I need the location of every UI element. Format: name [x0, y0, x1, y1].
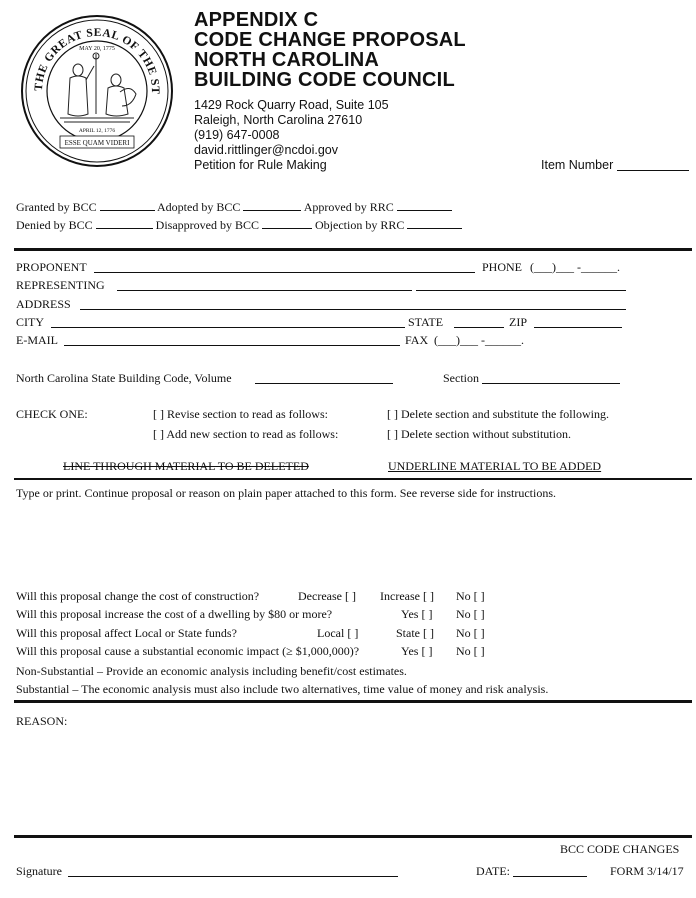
- disapproved-field[interactable]: [262, 218, 312, 229]
- local-checkbox[interactable]: Local [ ]: [317, 626, 359, 640]
- check-one-label: CHECK ONE:: [16, 407, 88, 421]
- seal-outer-text: THE GREAT SEAL OF THE ST: [32, 26, 162, 94]
- delete-substitute-checkbox[interactable]: [ ] Delete section and substitute the following.: [387, 407, 609, 421]
- divider-top: [14, 248, 692, 251]
- denied-field[interactable]: [96, 218, 153, 229]
- note-non-substantial: Non-Substantial – Provide an economic analysis including benefit/cost estimates.: [16, 664, 407, 678]
- seal-date-bottom: APRIL 12, 1776: [78, 128, 116, 134]
- revise-section-checkbox[interactable]: [ ] Revise section to read as follows:: [153, 407, 328, 421]
- added-material-legend: UNDERLINE MATERIAL TO BE ADDED: [388, 459, 602, 473]
- reason-label: REASON:: [16, 714, 68, 728]
- question-cost-construction: Will this proposal change the cost of construction?: [16, 589, 260, 603]
- representing-field[interactable]: [117, 278, 412, 291]
- signature-field[interactable]: [68, 864, 398, 877]
- title-line-4: BUILDING CODE COUNCIL: [194, 69, 455, 91]
- granted-label: Granted by BCC: [16, 200, 97, 214]
- address-field[interactable]: [80, 297, 626, 310]
- adopted-label: Adopted by BCC: [157, 200, 241, 214]
- approved-field[interactable]: [397, 200, 452, 211]
- north-carolina-seal: [20, 14, 174, 168]
- email-label: E-MAIL: [16, 333, 58, 347]
- phone-label: PHONE: [482, 260, 523, 274]
- reason-text-area[interactable]: [14, 732, 692, 827]
- bcc-code-changes-label: BCC CODE CHANGES: [560, 842, 680, 856]
- deleted-material-legend: LINE THROUGH MATERIAL TO BE DELETED: [63, 459, 309, 473]
- disapproved-label: Disapproved by BCC: [155, 218, 260, 232]
- zip-field[interactable]: [534, 315, 622, 328]
- svg-text:THE GREAT SEAL OF THE STATE OF: [20, 14, 161, 94]
- volume-field[interactable]: [255, 371, 393, 384]
- instructions-text: Type or print. Continue proposal or reason on plain paper attached to this form. See reverse side for instructions.: [16, 486, 557, 500]
- fax-field[interactable]: (___)___ -______.: [434, 333, 524, 347]
- decrease-checkbox[interactable]: Decrease [ ]: [298, 589, 356, 603]
- email-address: david.rittlinger@ncdoi.gov: [194, 143, 339, 157]
- denied-label: Denied by BCC: [16, 218, 93, 232]
- title-line-2: CODE CHANGE PROPOSAL: [194, 29, 466, 51]
- phone-number: (919) 647-0008: [194, 128, 280, 142]
- city-field[interactable]: [51, 315, 405, 328]
- item-number-field[interactable]: [617, 158, 689, 171]
- address-line-1: 1429 Rock Quarry Road, Suite 105: [194, 98, 389, 112]
- fax-label: FAX: [405, 333, 429, 347]
- objection-label: Objection by RRC: [315, 218, 405, 232]
- state-field[interactable]: [454, 315, 504, 328]
- adopted-field[interactable]: [243, 200, 301, 211]
- proposal-text-area[interactable]: [14, 505, 692, 585]
- note-substantial: Substantial – The economic analysis must also include two alternatives, time value of money and risk analysis.: [16, 682, 549, 696]
- delete-no-substitution-checkbox[interactable]: [ ] Delete section without substitution.: [387, 427, 571, 441]
- impact-no-checkbox[interactable]: No [ ]: [456, 644, 485, 658]
- dwelling-no-checkbox[interactable]: No [ ]: [456, 607, 485, 621]
- email-field[interactable]: [64, 333, 400, 346]
- phone-field[interactable]: (___)___ -______.: [530, 260, 620, 274]
- seal-date-top: MAY 20, 1775: [79, 46, 115, 52]
- add-section-checkbox[interactable]: [ ] Add new section to read as follows:: [153, 427, 339, 441]
- section-label: Section: [443, 371, 479, 385]
- form-version: FORM 3/14/17: [610, 864, 684, 878]
- proponent-field[interactable]: [94, 260, 475, 273]
- divider-footer: [14, 835, 692, 838]
- representing-field-2[interactable]: [416, 278, 626, 291]
- question-dwelling-cost: Will this proposal increase the cost of a dwelling by $80 or more?: [16, 607, 333, 621]
- title-line-1: APPENDIX C: [194, 9, 319, 31]
- section-field[interactable]: [482, 371, 620, 384]
- zip-label: ZIP: [509, 315, 527, 329]
- increase-checkbox[interactable]: Increase [ ]: [380, 589, 434, 603]
- date-field[interactable]: [513, 864, 587, 877]
- volume-label: North Carolina State Building Code, Volume: [16, 371, 232, 385]
- granted-field[interactable]: [100, 200, 155, 211]
- divider-markup: [14, 478, 692, 480]
- funds-no-checkbox[interactable]: No [ ]: [456, 626, 485, 640]
- state-label: STATE: [408, 315, 444, 329]
- cost-no-checkbox[interactable]: No [ ]: [456, 589, 485, 603]
- impact-yes-checkbox[interactable]: Yes [ ]: [401, 644, 433, 658]
- proponent-label: PROPONENT: [16, 260, 87, 274]
- dwelling-yes-checkbox[interactable]: Yes [ ]: [401, 607, 433, 621]
- representing-label: REPRESENTING: [16, 278, 105, 292]
- question-economic-impact: Will this proposal cause a substantial economic impact (≥ $1,000,000)?: [16, 644, 360, 658]
- city-label: CITY: [16, 315, 44, 329]
- state-checkbox[interactable]: State [ ]: [396, 626, 434, 640]
- seal-motto: ESSE QUAM VIDERI: [64, 139, 130, 147]
- item-number-label: Item Number: [541, 158, 614, 172]
- approved-label: Approved by RRC: [303, 200, 394, 214]
- question-funds: Will this proposal affect Local or State funds?: [16, 626, 237, 640]
- address-line-2: Raleigh, North Carolina 27610: [194, 113, 363, 127]
- petition-label: Petition for Rule Making: [194, 158, 327, 172]
- date-label: DATE:: [476, 864, 510, 878]
- signature-label: Signature: [16, 864, 62, 878]
- title-line-3: NORTH CAROLINA: [194, 49, 380, 71]
- objection-field[interactable]: [407, 218, 462, 229]
- divider-reason: [14, 700, 692, 703]
- address-label: ADDRESS: [16, 297, 71, 311]
